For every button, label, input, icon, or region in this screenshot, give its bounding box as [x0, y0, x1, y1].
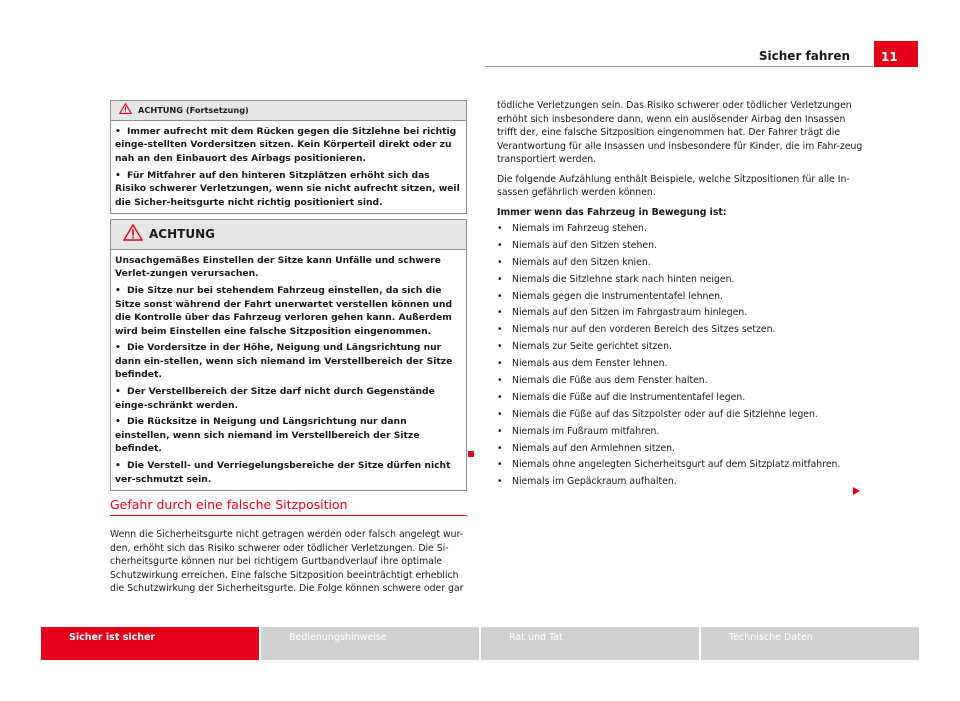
- list-item: • Niemals die Füße aus dem Fenster halten.: [497, 375, 708, 387]
- list-item: • Niemals auf den Armlehnen sitzen.: [497, 442, 675, 454]
- warning-item: • Die Verstell- und Verriegelungsbereiche der Sitze dürfen nicht ver-schmutzt sein.: [115, 460, 451, 485]
- list-item: • Niemals die Füße auf die Instrumententafel legen.: [497, 391, 746, 403]
- warning-item: • Die Vordersitze in der Höhe, Neigung und Längsrichtung nur dann ein-stellen, wenn sich niemand im Verstellbereich der Sitze befindet.: [115, 342, 453, 381]
- warning-body: [111, 250, 466, 490]
- warning-triangle-icon: [123, 224, 143, 244]
- warning-triangle-icon: [119, 103, 132, 118]
- section-divider: [110, 515, 467, 516]
- warning-body: [111, 121, 466, 213]
- list-item: • Niemals auf den Sitzen knien.: [497, 256, 651, 268]
- list-item: • Niemals zur Seite gerichtet sitzen.: [497, 341, 672, 353]
- sitting-rules-list: [497, 222, 867, 489]
- warning-intro: Unsachgemäßes Einstellen der Sitze kann Unfälle und schwere Verlet-zungen verursachen.: [115, 255, 441, 280]
- list-item: • Niemals im Fahrzeug stehen.: [497, 223, 647, 234]
- warning-item: • Die Sitze nur bei stehendem Fahrzeug einstellen, da sich die Sitze sonst während der Fahrt unerwartet verstellen können und die Kontrolle über das Fahrzeug verloren gehen kann. Außerdem wird beim Einstellen eine falsche Sitzposition eingenommen.: [115, 285, 453, 337]
- list-item: • Niemals auf den Sitzen stehen.: [497, 239, 657, 251]
- list-item: • Niemals ohne angelegten Sicherheitsgurt auf dem Sitzplatz mitfahren.: [497, 459, 841, 471]
- warning-header: [111, 101, 466, 121]
- warning-header: [111, 220, 466, 250]
- tab-rat-und-tat[interactable]: Rat und Tat: [481, 627, 699, 660]
- warning-box-main: [110, 219, 467, 491]
- list-lead: Immer wenn das Fahrzeug in Bewegung ist:: [497, 206, 727, 218]
- warning-box-continued: [110, 100, 467, 214]
- page-number: 11: [874, 41, 918, 67]
- paragraph: Die folgende Aufzählung enthält Beispiele, welche Sitzpositionen für alle In-sassen gefährlich werden können.: [497, 173, 850, 198]
- list-item: • Niemals im Gepäckraum aufhalten.: [497, 476, 677, 488]
- section-heading: Gefahr durch eine falsche Sitzposition: [110, 497, 348, 512]
- right-column: [497, 99, 867, 492]
- continue-arrow-icon: [853, 487, 860, 495]
- list-item: • Niemals auf den Sitzen im Fahrgastraum hinlegen.: [497, 307, 748, 319]
- list-item: • Niemals gegen die Instrumententafel lehnen.: [497, 290, 723, 302]
- warning-title: ACHTUNG: [149, 226, 215, 241]
- warning-item: • Für Mitfahrer auf den hinteren Sitzplätzen erhöht sich das Risiko schwerer Verletzungen, wenn sie nicht aufrecht sitzen, weil die Sicher-heitsgurte nicht richtig positioniert sind.: [115, 169, 460, 208]
- list-item: • Niemals im Fußraum mitfahren.: [497, 425, 660, 437]
- list-item: • Niemals nur auf den vorderen Bereich des Sitzes setzen.: [497, 324, 776, 336]
- list-item: • Niemals aus dem Fenster lehnen.: [497, 358, 668, 370]
- warning-item: • Immer aufrecht mit dem Rücken gegen die Sitzlehne bei richtig einge-stellten Vordersitzen sitzen. Kein Körperteil direkt oder zu nah an den Einbauort des Airbags positionieren.: [115, 126, 457, 164]
- warning-item: • Der Verstellbereich der Sitze darf nicht durch Gegenstände einge-schränkt werden.: [115, 386, 435, 411]
- list-item: • Niemals die Sitzlehne stark nach hinten neigen.: [497, 273, 735, 285]
- tab-bedienungshinweise[interactable]: Bedienungshinweise: [261, 627, 479, 660]
- footer-nav: [41, 627, 919, 660]
- warning-item: • Die Rücksitze in Neigung und Längsrichtung nur dann einstellen, wenn sich niemand im Verstellbereich der Sitze befindet.: [115, 416, 420, 455]
- section-end-marker: [468, 451, 474, 457]
- warning-title: ACHTUNG (Fortsetzung): [138, 104, 249, 115]
- paragraph: tödliche Verletzungen sein. Das Risiko schwerer oder tödlicher Verletzungen erhöht sich insbesondere dann, wenn ein auslösender Airbag den Insassen trifft der, eine falsche Sitzposition eingenommen hat. Der Fahrer trägt die Verantwortung für alle Insassen und insbesondere für Kinder, die im Fahr-zeug transportiert werden.: [497, 100, 863, 165]
- header-divider: [485, 66, 873, 67]
- tab-technische-daten[interactable]: Technische Daten: [701, 627, 919, 660]
- chapter-title: Sicher fahren: [758, 49, 850, 63]
- section-body: Wenn die Sicherheitsgurte nicht getragen werden oder falsch angelegt wur-den, erhöht sich das Risiko schwerer oder tödlicher Verletzungen. Die Si-cherheitsgurte können nur bei richtigem Gurtbandverlauf ihre optimale Schutzwirkung erreichen. Eine falsche Sitzposition beeinträchtigt erheblich die Schutzwirkung der Sicherheitsgurte. Die Folge können schwere oder gar: [110, 529, 464, 594]
- list-item: • Niemals die Füße auf das Sitzpolster oder auf die Sitzlehne legen.: [497, 408, 818, 420]
- tab-sicher-ist-sicher[interactable]: Sicher ist sicher: [41, 627, 259, 660]
